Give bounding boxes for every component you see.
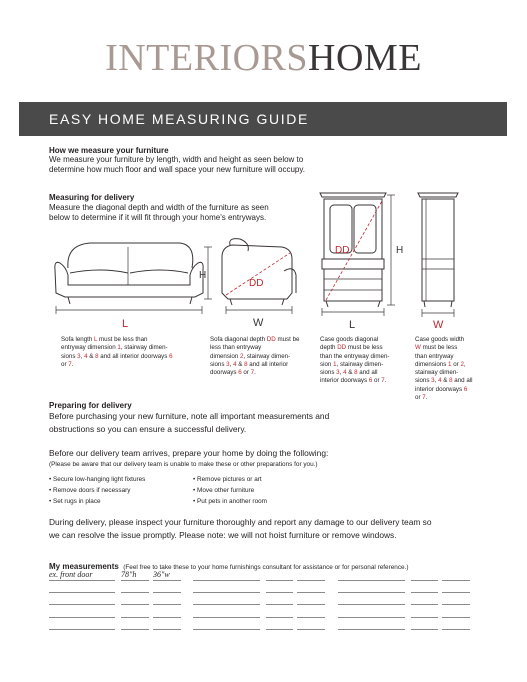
sofa-side-dd-label: DD [249, 278, 264, 289]
preparing-body-3: Before our delivery team arrives, prepare your home by doing the following: [49, 448, 329, 458]
during-line-2: we can resolve the issue promptly. Please note: we will not hoist furniture or remove windows. [49, 530, 397, 540]
title-banner [19, 102, 507, 136]
example-width: 36"w [153, 570, 170, 579]
caption-sofa-length: Sofa length L must be less than entryway dimension 1, stairway dimen- sions 3, 4 & 8 and all interior doorways 6 or 7. [61, 336, 173, 368]
measurements-note: (Feel free to take these to your home furnishings consultant for assistance or for personal reference.) [123, 564, 409, 571]
write-in-line[interactable] [297, 592, 325, 593]
bullet-item: • Secure low-hanging light fixtures [49, 476, 146, 483]
write-in-line[interactable] [266, 580, 293, 581]
sofa-front-illustration [55, 243, 203, 314]
write-in-line[interactable] [193, 604, 260, 605]
write-in-line[interactable] [266, 617, 293, 618]
write-in-line[interactable] [266, 604, 293, 605]
write-in-line[interactable] [411, 629, 438, 630]
delivery-body-2: below to determine if it will fit through your home's entryways. [49, 213, 267, 222]
measurements-header [49, 556, 409, 574]
write-in-line[interactable] [153, 592, 181, 593]
write-in-line[interactable] [338, 629, 405, 630]
write-in-line[interactable] [153, 629, 181, 630]
how-body-1: We measure your furniture by length, width and height as seen below to [49, 155, 304, 164]
how-body-2: determine how much floor and wall space your new furniture will occupy. [49, 165, 305, 174]
write-in-line[interactable] [193, 629, 260, 630]
write-in-line[interactable] [338, 592, 405, 593]
write-in-line[interactable] [338, 617, 405, 618]
armoire-l-label: L [349, 319, 356, 331]
armoire-front-illustration [320, 193, 395, 316]
write-in-line[interactable] [338, 604, 405, 605]
armoire-dd-label: DD [335, 245, 350, 256]
caption-case-width: Case goods width W must be less than entryway dimensions 1 or 2, stairway dimen- sions 3, 4 & 8 and all interior doorways 6 or 7. [415, 336, 473, 402]
armoire-side-illustration [418, 193, 458, 317]
preparing-note: (Please be aware that our delivery team is unable to make these or other preparations for you.) [49, 461, 318, 468]
furniture-diagram [0, 185, 527, 335]
write-in-line[interactable] [153, 580, 181, 581]
delivery-heading: Measuring for delivery [49, 193, 135, 202]
write-in-line[interactable] [121, 617, 149, 618]
write-in-line[interactable] [411, 604, 438, 605]
write-in-line[interactable] [193, 580, 260, 581]
sofa-length-label: L [122, 318, 129, 330]
write-in-line[interactable] [121, 592, 149, 593]
write-in-line[interactable] [193, 617, 260, 618]
caption-case-diagonal: Case goods diagonal depth DD must be less than the entryway dimen- sion 1, stairway dimen- sions 3, 4 & 8 and all interior doorways 6 or 7. [320, 336, 390, 385]
write-in-line[interactable] [442, 617, 470, 618]
write-in-line[interactable] [266, 629, 293, 630]
sofa-side-h-label: H [199, 270, 207, 281]
preparing-body-2: obstructions so you can ensure a successful delivery. [49, 424, 247, 434]
write-in-line[interactable] [411, 592, 438, 593]
write-in-line[interactable] [297, 629, 325, 630]
how-heading: How we measure your furniture [49, 146, 169, 155]
armoire-side-w-label: W [433, 319, 444, 331]
bullet-item: • Remove doors if necessary [49, 487, 131, 494]
write-in-line[interactable] [442, 580, 470, 581]
write-in-line[interactable] [121, 604, 149, 605]
brand-logo: INTERIORSHOME [105, 37, 422, 79]
write-in-line[interactable] [297, 604, 325, 605]
write-in-line[interactable] [49, 629, 115, 630]
write-in-line[interactable] [411, 580, 438, 581]
bullet-item: • Remove pictures or art [193, 476, 262, 483]
write-in-line[interactable] [153, 617, 181, 618]
bullet-item: • Move other furniture [193, 487, 255, 494]
preparing-body-1: Before purchasing your new furniture, note all important measurements and [49, 411, 330, 421]
guide-title: EASY HOME MEASURING GUIDE [49, 111, 309, 127]
write-in-line[interactable] [297, 580, 325, 581]
write-in-line[interactable] [49, 592, 115, 593]
write-in-line[interactable] [49, 604, 115, 605]
example-label: ex. front door [49, 570, 93, 579]
write-in-line[interactable] [49, 580, 115, 581]
bullet-list-left [49, 474, 145, 507]
during-line-1: During delivery, please inspect your furniture thoroughly and report any damage to our delivery team so [49, 517, 432, 527]
sofa-side-w-label: W [253, 317, 264, 329]
armoire-h-label: H [396, 245, 404, 256]
write-in-line[interactable] [442, 629, 470, 630]
bullet-item: • Set rugs in place [49, 498, 101, 505]
write-in-line[interactable] [266, 592, 293, 593]
write-in-line[interactable] [121, 580, 149, 581]
write-in-line[interactable] [193, 592, 260, 593]
sofa-side-illustration [204, 239, 296, 314]
write-in-line[interactable] [442, 604, 470, 605]
example-height: 78"h [121, 570, 137, 579]
bullet-item: • Put pets in another room [193, 498, 267, 505]
bullet-list-right [193, 474, 267, 507]
caption-sofa-diagonal: Sofa diagonal depth DD must be less than entryway dimension 2, stairway dimen- sions 3, 4 & 8 and all interior doorways 6 or 7. [210, 336, 300, 377]
write-in-line[interactable] [411, 617, 438, 618]
write-in-line[interactable] [121, 629, 149, 630]
write-in-line[interactable] [338, 580, 405, 581]
measurements-heading: My measurements [49, 562, 119, 571]
write-in-line[interactable] [442, 592, 470, 593]
write-in-line[interactable] [153, 604, 181, 605]
write-in-line[interactable] [49, 617, 115, 618]
delivery-body-1: Measure the diagonal depth and width of the furniture as seen [49, 203, 269, 212]
write-in-line[interactable] [297, 617, 325, 618]
preparing-heading: Preparing for delivery [49, 401, 132, 410]
